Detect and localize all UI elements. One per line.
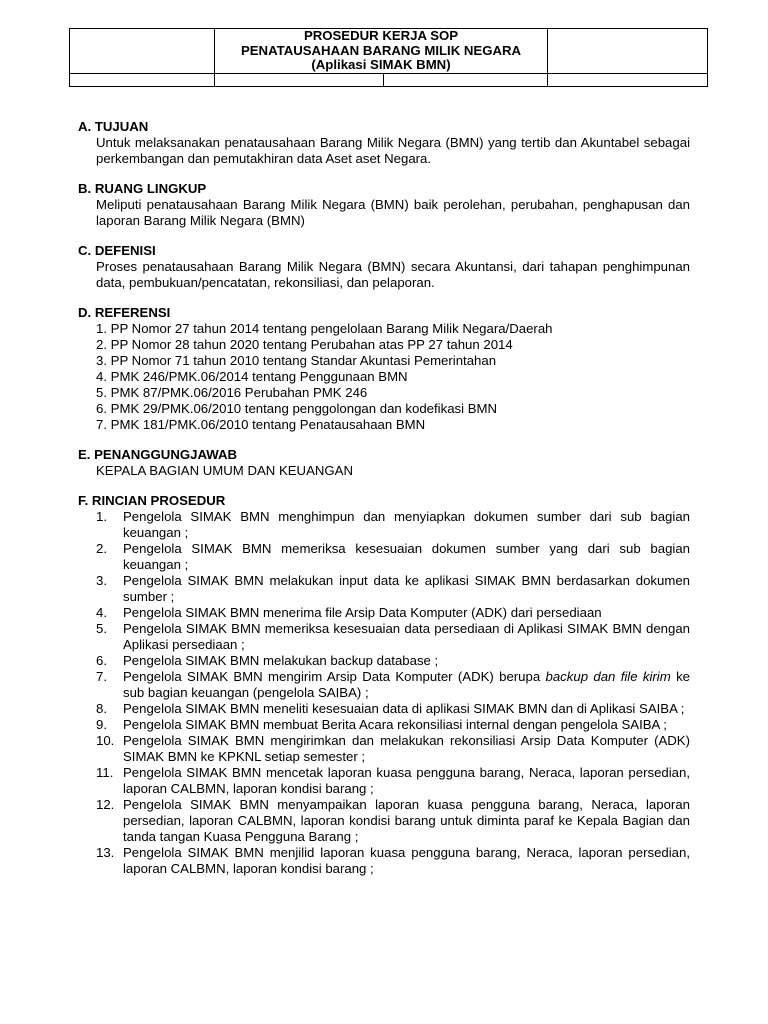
reference-item: 4. PMK 246/PMK.06/2014 tentang Penggunaan BMN [96, 369, 408, 384]
header-title-line1: PROSEDUR KERJA SOP [303, 28, 459, 43]
step-text [123, 669, 690, 701]
document-body [78, 119, 690, 891]
step-text: Pengelola SIMAK BMN menjilid laporan kuasa pengguna barang, Neraca, laporan persedian, laporan CALBMN, laporan kondisi barang ; [123, 845, 690, 876]
step-number: 3. [96, 573, 107, 588]
step-number: 13. [96, 845, 115, 860]
procedure-list [78, 509, 690, 877]
step-text: Pengelola SIMAK BMN mengirimkan dan melakukan rekonsiliasi Arsip Data Komputer (ADK) SIMAK BMN ke KPKNL setiap semester ; [123, 733, 690, 764]
header-sub-cell-1 [70, 73, 215, 86]
step-number: 8. [96, 701, 107, 716]
header-left-cell [70, 29, 215, 74]
step-text: Pengelola SIMAK BMN menghimpun dan menyiapkan dokumen sumber dari sub bagian keuangan ; [123, 509, 690, 540]
step-text-part: Pengelola SIMAK BMN mengirim Arsip Data Komputer (ADK) berupa [123, 669, 546, 684]
section-referensi [78, 305, 690, 433]
step-text: Pengelola SIMAK BMN mencetak laporan kuasa pengguna barang, Neraca, laporan persedian, laporan CALBMN, laporan kondisi barang ; [123, 765, 690, 796]
section-text: KEPALA BAGIAN UMUM DAN KEUANGAN [96, 463, 353, 478]
section-heading: E. PENANGGUNGJAWAB [78, 447, 238, 462]
step-text: Pengelola SIMAK BMN meneliti kesesuaian data di aplikasi SIMAK BMN dan di Aplikasi SAIBA ; [123, 701, 685, 716]
header-sub-cell-3 [384, 73, 548, 86]
header-title-cell [215, 29, 548, 74]
step-text: Pengelola SIMAK BMN menerima file Arsip Data Komputer (ADK) dari persediaan [123, 605, 602, 620]
procedure-step [78, 509, 690, 541]
step-text-part: ke sub bagian keuangan (pengelola SAIBA) ; [123, 669, 690, 700]
step-number: 1. [96, 509, 107, 524]
step-number: 10. [96, 733, 115, 748]
section-heading: B. RUANG LINGKUP [78, 181, 207, 196]
step-number: 12. [96, 797, 115, 812]
reference-item: 3. PP Nomor 71 tahun 2010 tentang Standar Akuntasi Pemerintahan [96, 353, 497, 368]
step-number: 4. [96, 605, 107, 620]
section-text: Meliputi penatausahaan Barang Milik Negara (BMN) baik perolehan, perubahan, penghapusan dan laporan Barang Milik Negara (BMN) [96, 197, 690, 228]
step-text: Pengelola SIMAK BMN melakukan input data ke aplikasi SIMAK BMN berdasarkan dokumen sumber ; [123, 573, 690, 604]
header-title-line2: PENATAUSAHAAN BARANG MILIK NEGARA [240, 42, 522, 58]
procedure-step [78, 573, 690, 605]
section-rincian-prosedur [78, 493, 690, 877]
section-defenisi [78, 243, 690, 291]
procedure-step [78, 797, 690, 845]
header-right-cell [548, 29, 708, 74]
step-text: Pengelola SIMAK BMN memeriksa kesesuaian data persediaan di Aplikasi SIMAK BMN dengan Aplikasi persediaan ; [123, 621, 690, 652]
reference-item: 2. PP Nomor 28 tahun 2020 tentang Perubahan atas PP 27 tahun 2014 [96, 337, 513, 352]
header-title-line3: (Aplikasi SIMAK BMN) [311, 57, 451, 72]
procedure-step [78, 669, 690, 701]
step-number: 2. [96, 541, 107, 556]
procedure-step [78, 733, 690, 765]
procedure-step [78, 701, 690, 717]
procedure-step [78, 541, 690, 573]
section-heading: D. REFERENSI [78, 305, 171, 320]
header-table [69, 28, 708, 87]
procedure-step [78, 845, 690, 877]
procedure-step [78, 605, 690, 621]
step-number: 6. [96, 653, 107, 668]
header-sub-cell-2 [215, 73, 384, 86]
section-text: Proses penatausahaan Barang Milik Negara (BMN) secara Akuntansi, dari tahapan penghimpunan data, pembukuan/pencatatan, rekonsiliasi, dan pelaporan. [96, 259, 690, 290]
section-penanggungjawab [78, 447, 690, 479]
procedure-step [78, 717, 690, 733]
reference-item: 1. PP Nomor 27 tahun 2014 tentang pengelolaan Barang Milik Negara/Daerah [96, 321, 553, 336]
reference-item: 6. PMK 29/PMK.06/2010 tentang penggolongan dan kodefikasi BMN [96, 401, 498, 416]
procedure-step [78, 653, 690, 669]
reference-list [78, 321, 690, 433]
procedure-step [78, 765, 690, 797]
step-number: 9. [96, 717, 107, 732]
step-number: 11. [96, 765, 114, 780]
reference-item: 5. PMK 87/PMK.06/2016 Perubahan PMK 246 [96, 385, 368, 400]
reference-item: 7. PMK 181/PMK.06/2010 tentang Penatausahaan BMN [96, 417, 426, 432]
section-heading: C. DEFENISI [78, 243, 156, 258]
step-text: Pengelola SIMAK BMN membuat Berita Acara rekonsiliasi internal dengan pengelola SAIBA ; [123, 717, 667, 732]
section-ruang-lingkup [78, 181, 690, 229]
step-text: Pengelola SIMAK BMN memeriksa kesesuaian dokumen sumber yang dari sub bagian keuangan ; [123, 541, 690, 572]
procedure-step [78, 621, 690, 653]
step-text-italic: backup dan file kirim [545, 669, 671, 684]
step-text: Pengelola SIMAK BMN menyampaikan laporan kuasa pengguna barang, Neraca, laporan persedian, laporan CALBMN, laporan kondisi barang untuk diminta paraf ke Kepala Bagian dan tanda tangan Kuasa Pengguna Barang ; [123, 797, 690, 844]
step-number: 5. [96, 621, 107, 636]
step-text: Pengelola SIMAK BMN melakukan backup database ; [123, 653, 439, 668]
section-heading: A. TUJUAN [78, 119, 149, 134]
section-heading: F. RINCIAN PROSEDUR [78, 493, 226, 508]
step-number: 7. [96, 669, 107, 684]
header-sub-cell-4 [548, 73, 708, 86]
section-text: Untuk melaksanakan penatausahaan Barang Milik Negara (BMN) yang tertib dan Akuntabel sebagai perkembangan dan pemutakhiran data Aset aset Negara. [96, 135, 690, 166]
section-tujuan [78, 119, 690, 167]
